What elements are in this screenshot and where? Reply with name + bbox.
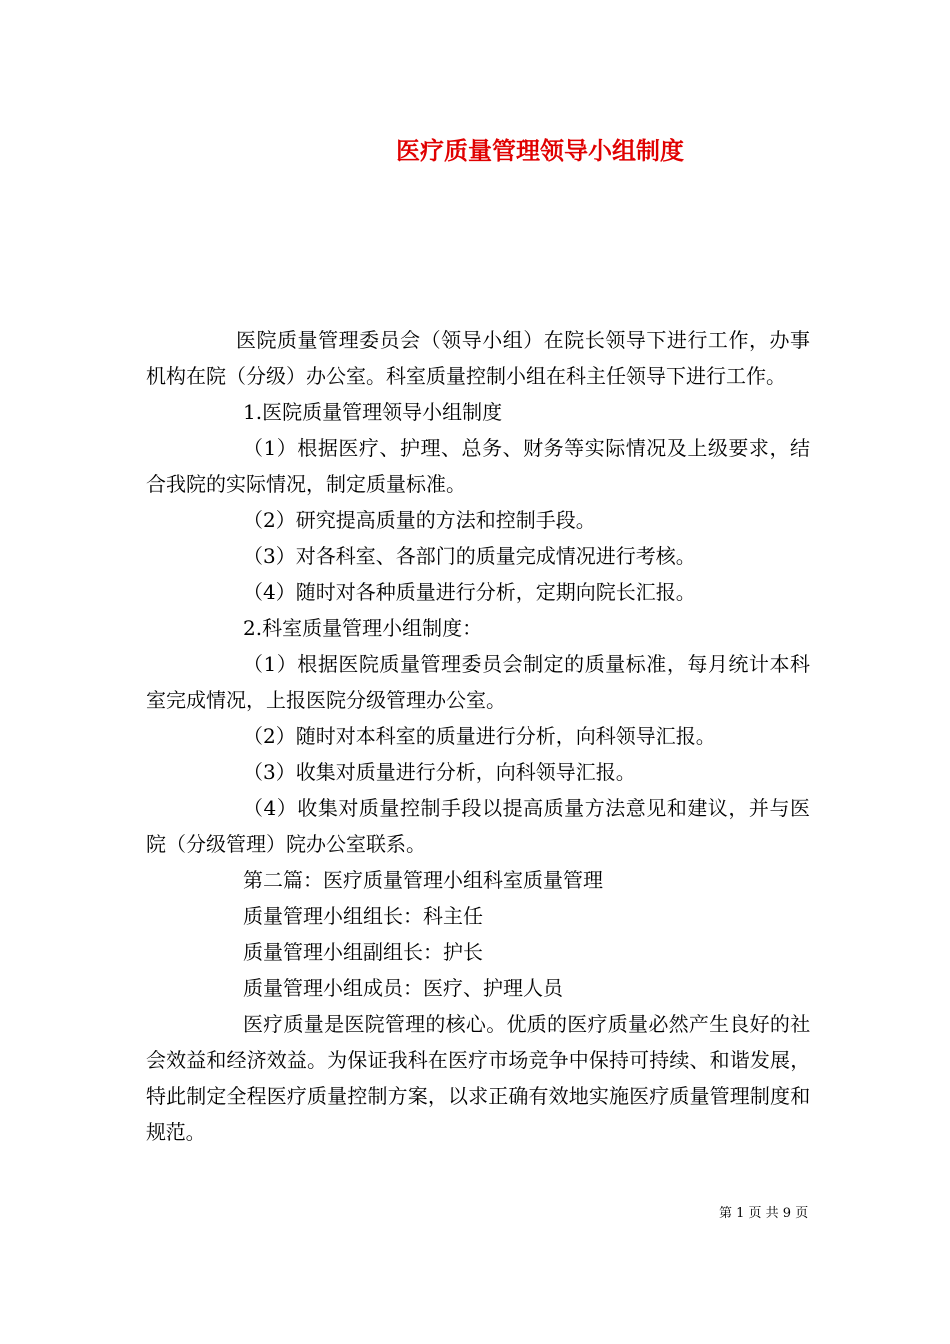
group-leader-line: 质量管理小组组长：科主任 bbox=[243, 904, 483, 928]
part-two-heading: 第二篇：医疗质量管理小组科室质量管理 bbox=[243, 868, 603, 892]
section-2-item-1: （1）根据医院质量管理委员会制定的质量标准，每月统计本科室完成情况，上报医院分级管理办公室。 bbox=[146, 652, 810, 712]
document-body bbox=[146, 322, 810, 1150]
section-1-item-2: （2）研究提高质量的方法和控制手段。 bbox=[243, 508, 596, 532]
section-1-item-3: （3）对各科室、各部门的质量完成情况进行考核。 bbox=[243, 544, 696, 568]
document-title: 医疗质量管理领导小组制度 bbox=[396, 136, 684, 165]
section-heading-1: 1.医院质量管理领导小组制度 bbox=[243, 400, 503, 424]
section-heading-2: 2.科室质量管理小组制度： bbox=[243, 616, 483, 640]
section-2-item-3: （3）收集对质量进行分析，向科领导汇报。 bbox=[243, 760, 636, 784]
deputy-leader-line: 质量管理小组副组长：护长 bbox=[243, 940, 483, 964]
section-2-item-2: （2）随时对本科室的质量进行分析，向科领导汇报。 bbox=[243, 724, 716, 748]
page-footer: 第 1 页 共 9 页 bbox=[719, 1206, 809, 1221]
section-1-item-1: （1）根据医疗、护理、总务、财务等实际情况及上级要求，结合我院的实际情况，制定质量标准。 bbox=[146, 436, 810, 496]
intro-paragraph: 医院质量管理委员会（领导小组）在院长领导下进行工作，办事机构在院（分级）办公室。科室质量控制小组在科主任领导下进行工作。 bbox=[146, 328, 810, 388]
section-2-item-4: （4）收集对质量控制手段以提高质量方法意见和建议，并与医院（分级管理）院办公室联系。 bbox=[146, 796, 810, 856]
quality-core-paragraph: 医疗质量是医院管理的核心。优质的医疗质量必然产生良好的社会效益和经济效益。为保证我科在医疗市场竞争中保持可持续、和谐发展，特此制定全程医疗质量控制方案，以求正确有效地实施医疗质量管理制度和规范。 bbox=[146, 1012, 810, 1144]
section-1-item-4: （4）随时对各种质量进行分析，定期向院长汇报。 bbox=[243, 580, 696, 604]
group-members-line: 质量管理小组成员：医疗、护理人员 bbox=[243, 976, 563, 1000]
